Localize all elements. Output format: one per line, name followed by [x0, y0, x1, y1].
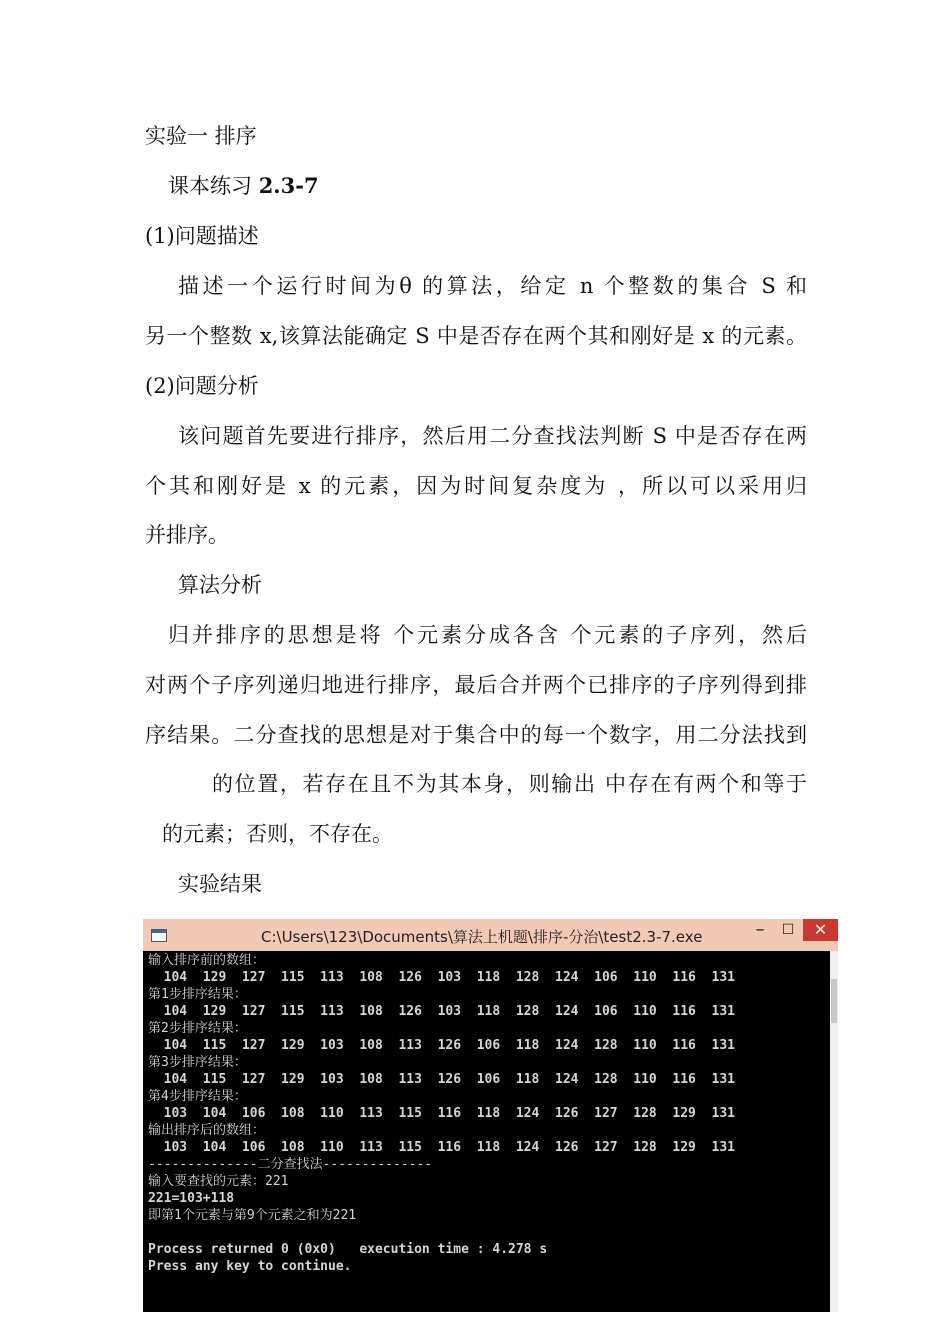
exercise-heading	[168, 172, 830, 200]
paragraph-line: 序结果。二分查找的思想是对于集合中的每一个数字，用二分法找到	[145, 723, 807, 747]
console-window	[143, 919, 838, 1312]
experiment-results-heading: 实验结果	[178, 872, 262, 896]
console-line: 104 115 127 129 103 108 113 126 106 118 124 128 110 116 131	[148, 1072, 735, 1087]
console-line: 104 115 127 129 103 108 113 126 106 118 124 128 110 116 131	[148, 1038, 735, 1053]
console-line: 第2步排序结果：	[148, 1021, 247, 1036]
console-line: 103 104 106 108 110 113 115 116 118 124 126 127 128 129 131	[148, 1106, 735, 1121]
console-line: 103 104 106 108 110 113 115 116 118 124 126 127 128 129 131	[148, 1140, 735, 1155]
problem-description-heading: (1)问题描述	[145, 224, 259, 248]
console-line: 第4步排序结果：	[148, 1089, 247, 1104]
paragraph-line: 归并排序的思想是将 个元素分成各含 个元素的子序列，然后	[168, 623, 807, 647]
console-line: --------------二分查找法--------------	[148, 1157, 433, 1172]
problem-analysis-heading: (2)问题分析	[145, 374, 259, 398]
console-line: 输出排序后的数组：	[148, 1123, 266, 1138]
console-line: 104 129 127 115 113 108 126 103 118 128 124 106 110 116 131	[148, 970, 735, 985]
console-line: 即第1个元素与第9个元素之和为221	[148, 1208, 357, 1223]
console-line: 104 129 127 115 113 108 126 103 118 128 124 106 110 116 131	[148, 1004, 735, 1019]
close-button[interactable]: ✕	[803, 919, 838, 941]
console-line: Press any key to continue.	[148, 1259, 352, 1274]
console-line: 输入排序前的数组：	[148, 953, 266, 968]
section-title: 实验一 排序	[145, 124, 257, 148]
maximize-button[interactable]: ☐	[781, 922, 795, 938]
console-titlebar[interactable]	[143, 919, 838, 951]
exercise-number: 2.3-7	[258, 173, 319, 198]
paragraph-line: 个其和刚好是 x 的元素，因为时间复杂度为 ，所以可以采用归	[145, 474, 807, 498]
console-line: 输入要查找的元素：221	[148, 1174, 289, 1189]
console-scrollbar[interactable]	[830, 951, 838, 1312]
paragraph-line: 对两个子序列递归地进行排序，最后合并两个已排序的子序列得到排	[145, 673, 807, 697]
console-line: Process returned 0 (0x0) execution time : 4.278 s	[148, 1242, 548, 1257]
paragraph-line: 的元素；否则，不存在。	[162, 822, 393, 846]
console-line: 221=103+118	[148, 1191, 235, 1206]
paragraph-line: 描述一个运行时间为θ 的算法，给定 n 个整数的集合 S 和	[178, 274, 807, 298]
minimize-button[interactable]: –	[755, 919, 765, 940]
algorithm-analysis-heading: 算法分析	[178, 573, 262, 597]
console-app-icon	[151, 929, 167, 942]
paragraph-line: 的位置，若存在且不为其本身，则输出 中存在有两个和等于	[212, 772, 807, 796]
paragraph-line: 并排序。	[145, 523, 229, 547]
console-title: C:\Users\123\Documents\算法上机题\排序-分治\test2.3-7.exe	[261, 928, 703, 946]
paragraph-line: 另一个整数 x,该算法能确定 S 中是否存在两个其和刚好是 x 的元素。	[145, 324, 807, 348]
scrollbar-thumb[interactable]	[831, 979, 837, 1023]
exercise-label: 课本练习	[168, 174, 259, 198]
console-line: 第3步排序结果：	[148, 1055, 247, 1070]
console-line: 第1步排序结果：	[148, 987, 247, 1002]
paragraph-line: 该问题首先要进行排序，然后用二分查找法判断 S 中是否存在两	[178, 424, 807, 448]
console-output	[148, 952, 828, 1312]
